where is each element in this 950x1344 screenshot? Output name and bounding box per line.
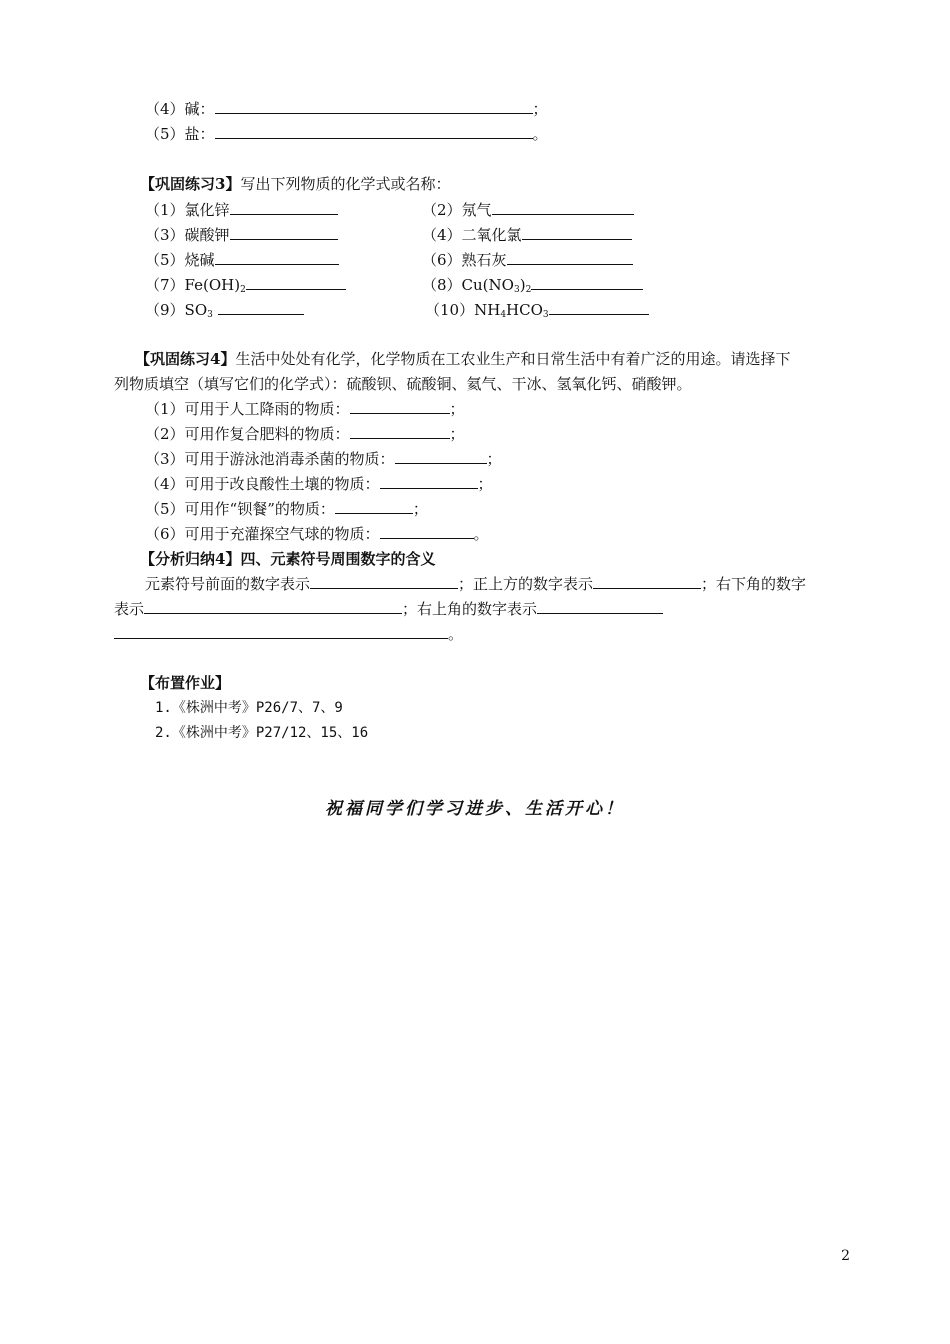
ex3-item-6: （6）熟石灰 [422,250,633,270]
answer-blank[interactable] [593,574,701,589]
ex3-item-5: （5）烧碱 [145,250,339,270]
answer-blank[interactable] [531,275,643,290]
answer-blank[interactable] [380,524,474,539]
page-number: 2 [841,1248,850,1264]
ex4-item-4: （4）可用于改良酸性土壤的物质： ； [145,475,493,493]
ex3-item-9: $(9)SO_3$ [145,300,304,320]
answer-blank[interactable] [144,599,402,614]
answer-blank[interactable] [522,225,632,240]
ex4-item-6: （6）可用于充灌探空气球的物质： 。 [145,525,489,543]
analysis-line-1: 元素符号前面的数字表示 ；正上方的数字表示 ；右下角的数字 [145,575,807,593]
closing-blessing: 祝福同学们学习进步、生活开心！ [325,799,625,819]
ex4-item-2: （2）可用作复合肥料的物质： ； [145,425,465,443]
ex3-item-2: （2）氖气 [422,200,634,220]
answer-blank[interactable] [350,424,450,439]
homework-item-1: 1.《株洲中考》P26/7、7、9 [155,700,343,716]
ex3-item-1: （1）氯化锌 [145,200,338,220]
answer-blank[interactable] [350,399,450,414]
answer-blank[interactable] [215,124,533,139]
answer-blank[interactable] [230,200,338,215]
homework-heading: 【布置作业】 [140,674,231,692]
answer-blank[interactable] [549,300,649,315]
item-base: （4）碱： ； [145,100,548,118]
answer-blank[interactable] [215,99,533,114]
answer-blank[interactable] [215,250,339,265]
ex3-item-10: $(10)NH_4HCO_3$ [425,300,649,320]
ex4-item-5: （5）可用作“钡餐”的物质： ； [145,500,428,518]
analysis-line-2: 表示 ；右上角的数字表示 [114,599,663,619]
answer-blank[interactable] [537,599,663,614]
ex4-intro-2: 列物质填空（填写它们的化学式）：硫酸钡、硫酸铜、氦气、干冰、氢氧化钙、硝酸钾。 [114,375,692,393]
item-salt: （5）盐： 。 [145,125,548,143]
analysis-line-3: 。 [114,624,463,644]
answer-blank[interactable] [114,624,448,639]
ex3-item-3: （3）碳酸钾 [145,225,338,245]
homework-item-2: 2.《株洲中考》P27/12、15、16 [155,725,369,741]
ex4-item-1: （1）可用于人工降雨的物质： ； [145,400,465,418]
ex3-item-8: $(8)Cu(NO_3)_2$ [422,275,643,295]
ex3-heading: 【巩固练习3】写出下列物质的化学式或名称： [140,175,451,193]
analysis-heading: 【分析归纳4】四、元素符号周围数字的含义 [140,550,436,568]
ex3-item-4: （4）二氧化氯 [422,225,632,245]
answer-blank[interactable] [492,200,634,215]
answer-blank[interactable] [395,449,487,464]
answer-blank[interactable] [380,474,478,489]
ex4-item-3: （3）可用于游泳池消毒杀菌的物质： ； [145,450,502,468]
answer-blank[interactable] [246,275,346,290]
answer-blank[interactable] [335,499,413,514]
answer-blank[interactable] [218,300,304,315]
answer-blank[interactable] [507,250,633,265]
ex3-item-7: $(7)Fe(OH)_2$ [145,275,346,295]
answer-blank[interactable] [230,225,338,240]
answer-blank[interactable] [310,574,458,589]
ex4-intro-1: 【巩固练习4】生活中处处有化学，化学物质在工农业生产和日常生活中有着广泛的用途。请选择下 [135,350,791,368]
